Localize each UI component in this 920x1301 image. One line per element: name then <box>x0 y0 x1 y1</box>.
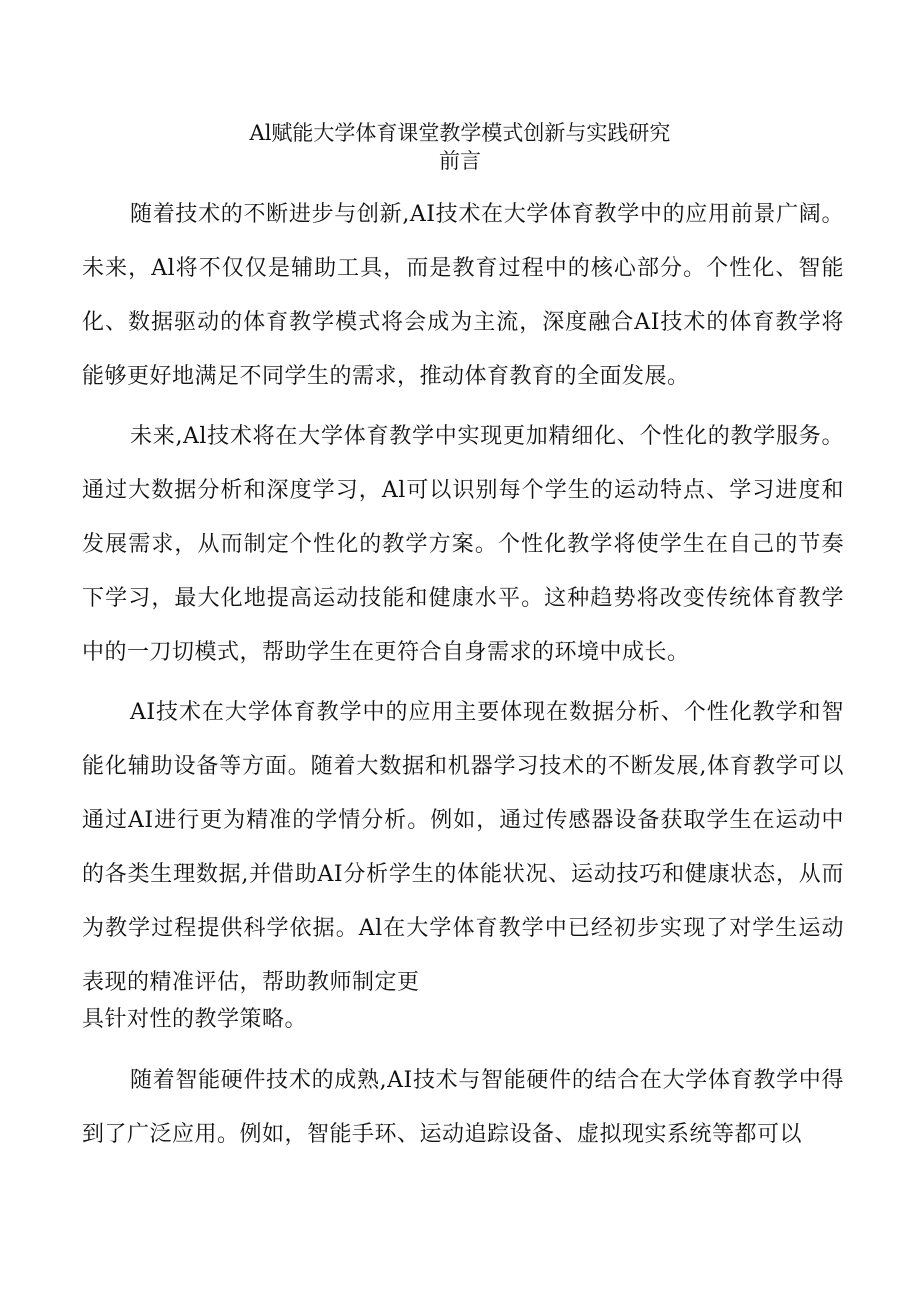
document-title: Al赋能大学体育课堂教学模式创新与实践研究 <box>249 121 671 145</box>
paragraph-2: 未来,Al技术将在大学体育教学中实现更加精细化、个性化的教学服务。通过大数据分析和深度学习，Al可以识别每个学生的运动特点、学习进度和发展需求，从而制定个性化的教学方案。个性化教学将使学生在自己的节奏下学习，最大化地提高运动技能和健康水平。这种趋势将改变传统体育教学中的一刀切模式，帮助学生在更符合自身需求的环境中成长。 <box>82 424 844 665</box>
paragraph-4: 随着智能硬件技术的成熟,AI技术与智能硬件的结合在大学体育教学中得到了广泛应用。例如，智能手环、运动追踪设备、虚拟现实系统等都可以 <box>82 1068 844 1147</box>
paragraph-3-continuation: 具针对性的教学策略。 <box>82 1007 308 1032</box>
paragraph-1: 随着技术的不断进步与创新,AI技术在大学体育教学中的应用前景广阔。未来，Al将不仅仅是辅助工具，而是教育过程中的核心部分。个性化、智能化、数据驱动的体育教学模式将会成为主流，深度融合AI技术的体育教学将能够更好地满足不同学生的需求，推动体育教育的全面发展。 <box>82 202 844 389</box>
section-heading: 前言 <box>439 149 481 173</box>
paragraph-3: AI技术在大学体育教学中的应用主要体现在数据分析、个性化教学和智能化辅助设备等方面。随着大数据和机器学习技术的不断发展,体育教学可以通过AI进行更为精准的学情分析。例如，通过传感器设备获取学生在运动中的各类生理数据,并借助AI分析学生的体能状况、运动技巧和健康状态，从而为教学过程提供科学依据。Al在大学体育教学中已经初步实现了对学生运动表现的精准评估，帮助教师制定更 <box>82 700 844 995</box>
